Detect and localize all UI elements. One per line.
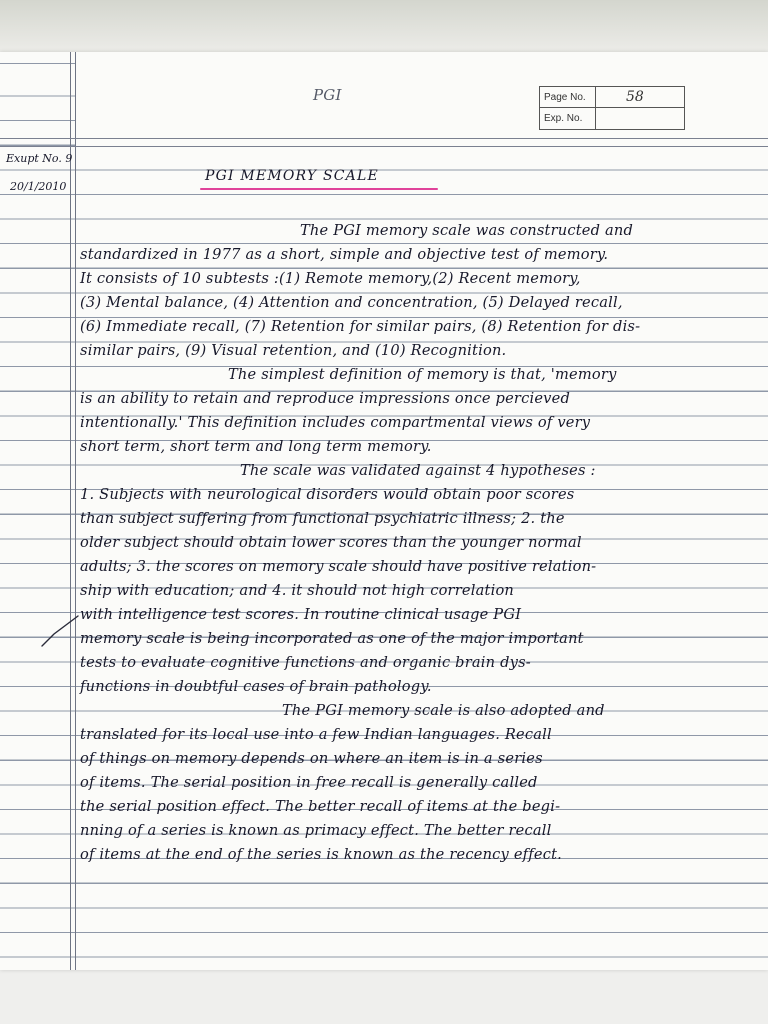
page-no-label: Page No. <box>540 87 596 108</box>
header-rule-top <box>0 138 768 139</box>
text-line: older subject should obtain lower scores than the younger normal <box>80 534 582 551</box>
text-line: the serial position effect. The better recall of items at the begi- <box>80 798 561 815</box>
text-line: The simplest definition of memory is that, 'memory <box>228 366 617 383</box>
text-line: is an ability to retain and reproduce impressions once percieved <box>80 390 570 407</box>
text-line: tests to evaluate cognitive functions and organic brain dys- <box>80 654 531 671</box>
text-line: intentionally.' This definition includes compartmental views of very <box>80 414 591 431</box>
text-line: functions in doubtful cases of brain pathology. <box>80 678 432 695</box>
margin-experiment-note: Exupt No. 9 <box>6 152 73 165</box>
text-line: nning of a series is known as primacy effect. The better recall <box>80 822 552 839</box>
check-mark-icon <box>40 612 80 652</box>
page-subject: PGI <box>313 86 342 104</box>
page-number-box <box>539 86 685 130</box>
margin-line-outer <box>70 52 71 970</box>
text-line: memory scale is being incorporated as one of the major important <box>80 630 584 647</box>
text-line: with intelligence test scores. In routine clinical usage PGI <box>80 606 522 623</box>
text-line: The scale was validated against 4 hypotheses : <box>240 462 596 479</box>
text-line: of items. The serial position in free recall is generally called <box>80 774 538 791</box>
text-line: The PGI memory scale was constructed and <box>300 222 634 239</box>
page-no-value: 58 <box>596 87 684 108</box>
notebook-page <box>0 52 768 970</box>
text-line: adults; 3. the scores on memory scale should have positive relation- <box>80 558 597 575</box>
margin-line-inner <box>75 52 76 970</box>
text-line: (3) Mental balance, (4) Attention and concentration, (5) Delayed recall, <box>80 294 623 311</box>
text-line: It consists of 10 subtests :(1) Remote memory,(2) Recent memory, <box>80 270 581 287</box>
header-rule-bottom <box>0 146 768 147</box>
title-underline <box>200 188 438 190</box>
text-line: similar pairs, (9) Visual retention, and (10) Recognition. <box>80 342 507 359</box>
text-line: short term, short term and long term memory. <box>80 438 432 455</box>
text-line: (6) Immediate recall, (7) Retention for similar pairs, (8) Retention for dis- <box>80 318 641 335</box>
exp-no-label: Exp. No. <box>540 108 596 129</box>
text-line: 1. Subjects with neurological disorders would obtain poor scores <box>80 486 575 503</box>
text-line: than subject suffering from functional psychiatric illness; 2. the <box>80 510 565 527</box>
text-line: The PGI memory scale is also adopted and <box>282 702 605 719</box>
exp-no-value <box>596 108 684 129</box>
page-title: PGI MEMORY SCALE <box>205 168 379 184</box>
text-line: of items at the end of the series is known as the recency effect. <box>80 846 562 863</box>
paper-background-edge <box>0 0 768 52</box>
margin-date-note: 20/1/2010 <box>10 180 67 193</box>
text-line: ship with education; and 4. it should not high correlation <box>80 582 515 599</box>
text-line: standardized in 1977 as a short, simple and objective test of memory. <box>80 246 609 263</box>
text-line: of things on memory depends on where an item is in a series <box>80 750 543 767</box>
text-line: translated for its local use into a few Indian languages. Recall <box>80 726 552 743</box>
